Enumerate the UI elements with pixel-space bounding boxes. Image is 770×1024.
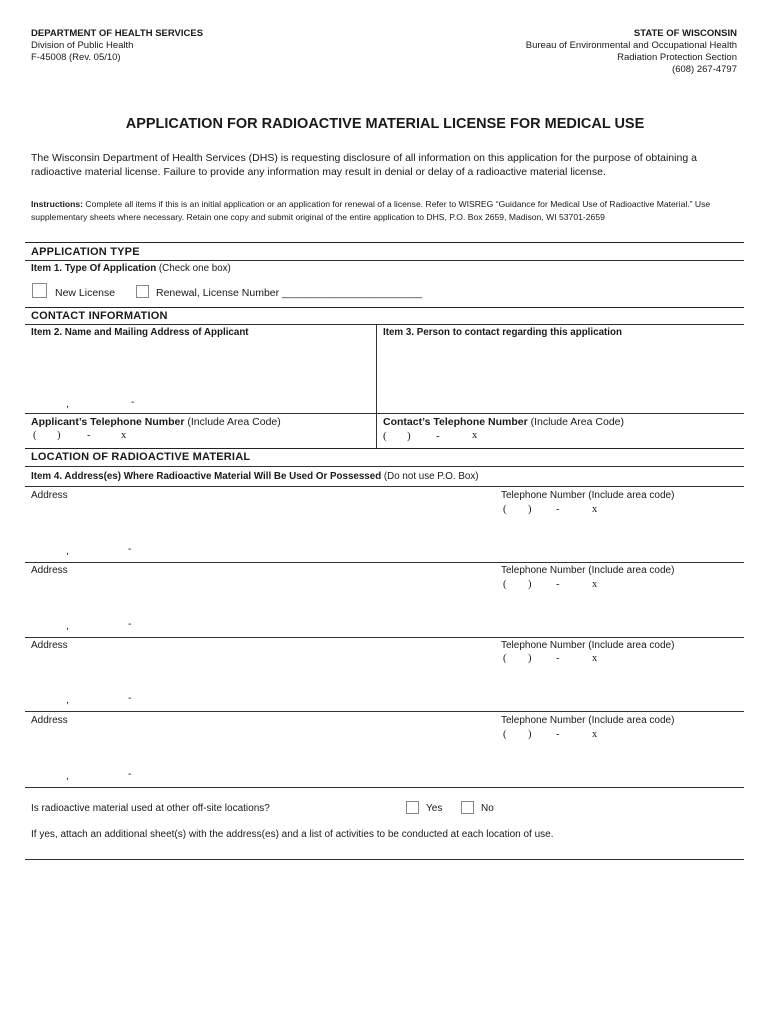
- address-1-phone-close: ): [528, 504, 532, 515]
- divider: [25, 486, 744, 487]
- section-application-type: APPLICATION TYPE: [31, 246, 140, 258]
- address-3-zip-separator: -: [128, 692, 132, 704]
- divider: [25, 324, 744, 325]
- applicant-phone-label: [31, 416, 281, 428]
- offsite-no-checkbox[interactable]: [461, 801, 474, 814]
- item4-label: [31, 471, 478, 482]
- address-3-phone-dash: -: [556, 653, 560, 664]
- address-2-phone-close: ): [528, 579, 532, 590]
- item1-label: [31, 263, 231, 274]
- bureau-name: Bureau of Environmental and Occupational Health: [525, 40, 737, 51]
- applicant-phone-ext: x: [121, 430, 127, 441]
- divider: [25, 637, 744, 638]
- divider: [25, 307, 744, 308]
- address-1-phone-ext: x: [592, 504, 598, 515]
- address-2-phone-dash: -: [556, 579, 560, 590]
- column-divider: [376, 324, 377, 448]
- department-name: DEPARTMENT OF HEALTH SERVICES: [31, 28, 204, 39]
- divider: [25, 859, 744, 860]
- applicant-phone-open[interactable]: (: [33, 430, 37, 441]
- offsite-yes-checkbox[interactable]: [406, 801, 419, 814]
- divider: [25, 466, 744, 467]
- renewal-checkbox[interactable]: [136, 285, 149, 298]
- contact-phone-title: Contact’s Telephone Number: [383, 416, 528, 428]
- applicant-phone-dash: -: [87, 430, 91, 441]
- address-1-phone-label: Telephone Number (Include area code): [501, 490, 675, 501]
- header-left: [31, 28, 203, 64]
- address-1-city-separator: ,: [66, 545, 69, 557]
- intro-text: The Wisconsin Department of Health Services (DHS) is requesting disclosure of all information on this application for the purpose of obtaining a radioactive material license. Failure to provide any information may result in denial or delay of a radioactive material license.: [31, 152, 697, 178]
- address-4-city-separator: ,: [66, 770, 69, 782]
- address-2-city-separator: ,: [66, 620, 69, 632]
- address-3-city-separator: ,: [66, 694, 69, 706]
- header-right: [526, 28, 737, 76]
- divider: [25, 711, 744, 712]
- instructions: [31, 198, 731, 223]
- address-2-phone-open[interactable]: (: [503, 579, 507, 590]
- state-name: STATE OF WISCONSIN: [633, 28, 737, 39]
- address-1-phone-open[interactable]: (: [503, 504, 507, 515]
- applicant-zip-separator: -: [131, 396, 135, 408]
- address-4-phone-dash: -: [556, 729, 560, 740]
- address-4-phone-open[interactable]: (: [503, 729, 507, 740]
- contact-phone-open[interactable]: (: [383, 430, 387, 442]
- item3-label: Item 3. Person to contact regarding this application: [383, 327, 622, 338]
- section-contact: CONTACT INFORMATION: [31, 310, 168, 322]
- section-location: LOCATION OF RADIOACTIVE MATERIAL: [31, 451, 251, 463]
- applicant-phone-title: Applicant’s Telephone Number: [31, 416, 185, 428]
- section-name: Radiation Protection Section: [617, 52, 737, 63]
- header-phone: (608) 267-4797: [672, 64, 737, 75]
- address-2-zip-separator: -: [128, 618, 132, 630]
- applicant-phone-close: ): [57, 430, 61, 441]
- contact-phone-hint: (Include Area Code): [527, 416, 624, 428]
- address-3-phone-open[interactable]: (: [503, 653, 507, 664]
- divider: [25, 448, 744, 449]
- divider: [25, 413, 744, 414]
- applicant-phone-hint: (Include Area Code): [184, 416, 281, 428]
- attach-note: If yes, attach an additional sheet(s) with the address(es) and a list of activities to be conducted at each location of use.: [31, 829, 554, 840]
- item4-hint: (Do not use P.O. Box): [381, 471, 479, 482]
- address-4-phone-close: ): [528, 729, 532, 740]
- offsite-no-label: No: [481, 803, 494, 814]
- item2-label: Item 2. Name and Mailing Address of Applicant: [31, 327, 249, 338]
- offsite-question: Is radioactive material used at other off-site locations?: [31, 803, 270, 814]
- address-3-phone-label: Telephone Number (Include area code): [501, 640, 675, 651]
- contact-phone-dash: -: [436, 430, 440, 442]
- new-license-checkbox[interactable]: [32, 283, 47, 298]
- address-3-phone-close: ): [528, 653, 532, 664]
- address-2-phone-label: Telephone Number (Include area code): [501, 565, 675, 576]
- address-2-phone-ext: x: [592, 579, 598, 590]
- contact-phone-label: [383, 416, 624, 428]
- address-4-phone-ext: x: [592, 729, 598, 740]
- instructions-text: Complete all items if this is an initial application or an application for renewal of a license. Refer to WISREG “Guidance for Medical Use of Radioactive Material.” Use supplementary sheets where necessary. Retain one copy and submit original of the entire application to DHS, P.O. Box 2659, Madison, WI 53701-2659: [31, 199, 711, 222]
- instructions-label: Instructions:: [31, 199, 84, 209]
- applicant-city-separator: ,: [66, 398, 69, 410]
- divider: [25, 260, 744, 261]
- item4-title: Item 4. Address(es) Where Radioactive Material Will Be Used Or Possessed: [31, 471, 382, 482]
- address-4-label: Address: [31, 715, 68, 726]
- address-2-label: Address: [31, 565, 68, 576]
- address-3-phone-ext: x: [592, 653, 598, 664]
- renewal-label[interactable]: Renewal, License Number ________________________: [156, 287, 423, 299]
- divider: [25, 562, 744, 563]
- address-4-zip-separator: -: [128, 768, 132, 780]
- item1-title: Item 1. Type Of Application: [31, 263, 157, 274]
- address-3-label: Address: [31, 640, 68, 651]
- page-title: APPLICATION FOR RADIOACTIVE MATERIAL LICENSE FOR MEDICAL USE: [125, 116, 645, 132]
- divider: [25, 242, 744, 243]
- address-1-label: Address: [31, 490, 68, 501]
- contact-phone-ext: x: [472, 430, 478, 441]
- item1-hint: (Check one box): [156, 263, 231, 274]
- form-number: F-45008 (Rev. 05/10): [31, 52, 121, 63]
- offsite-yes-label: Yes: [426, 803, 443, 814]
- address-1-zip-separator: -: [128, 543, 132, 555]
- address-1-phone-dash: -: [556, 504, 560, 515]
- contact-phone-close: ): [407, 430, 411, 442]
- division-name: Division of Public Health: [31, 40, 134, 51]
- new-license-label: New License: [55, 287, 116, 299]
- address-4-phone-label: Telephone Number (Include area code): [501, 715, 675, 726]
- divider: [25, 787, 744, 788]
